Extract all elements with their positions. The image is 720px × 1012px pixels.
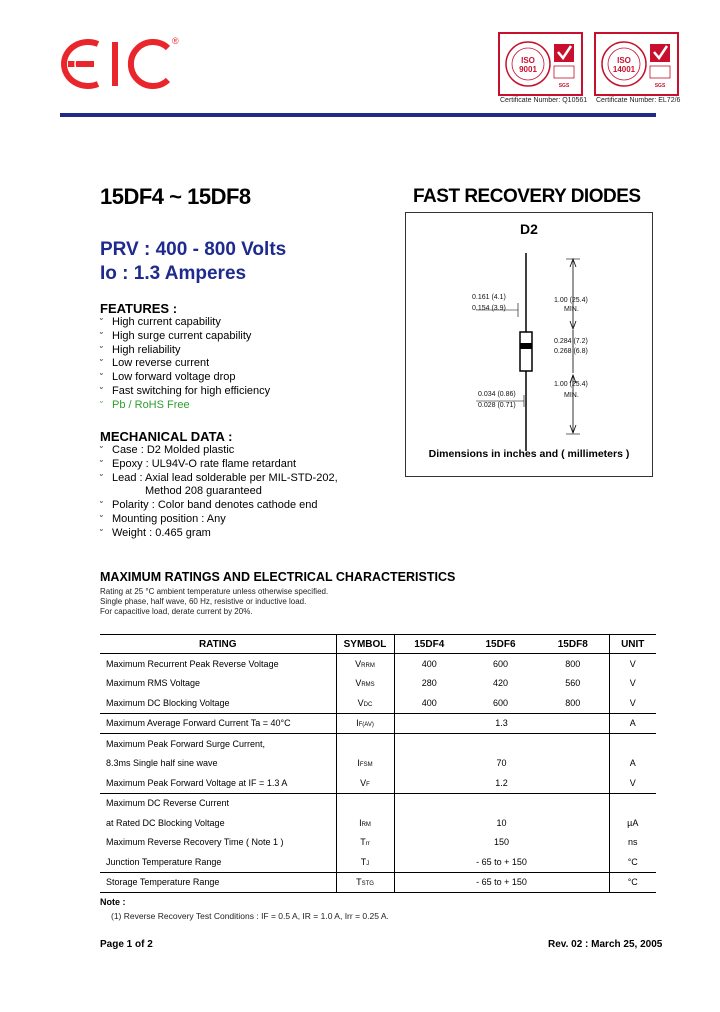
cert-number-14001: Certificate Number: EL72/6 — [596, 97, 681, 104]
dim-body-dia-a: 0.161 (4.1) — [472, 294, 506, 301]
dim-body-len-a: 0.284 (7.2) — [554, 338, 588, 345]
dim-body-len-b: 0.268 (6.8) — [554, 348, 588, 355]
feature-item: ˘ Low reverse current — [100, 357, 210, 370]
feature-item: ˘ Fast switching for high efficiency — [100, 384, 271, 397]
package-drawing-box — [405, 212, 653, 477]
header-rule — [60, 113, 656, 117]
eic-logo — [60, 34, 185, 94]
table-row: Maximum Peak Forward Surge Current, — [100, 734, 656, 754]
diode-outline-drawing — [406, 213, 654, 478]
mechanical-list — [100, 444, 338, 541]
ratings-title: MAXIMUM RATINGS AND ELECTRICAL CHARACTERISTICS — [100, 570, 456, 584]
table-row: Maximum DC Reverse Current — [100, 793, 656, 813]
iso14001-badge — [594, 32, 679, 96]
mech-item: ˘ Weight : 0.465 gram — [100, 526, 211, 539]
col-header: 15DF4 — [394, 635, 464, 654]
ratings-note: Rating at 25 °C ambient temperature unless otherwise specified. — [100, 587, 329, 596]
dimensions-caption: Dimensions in inches and ( millimeters ) — [428, 448, 630, 460]
dim-lead-dia-a: 0.034 (0.86) — [478, 391, 516, 398]
iso9001-badge — [498, 32, 583, 96]
ratings-note: Single phase, half wave, 60 Hz, resistive or inductive load. — [100, 597, 307, 606]
svg-text:SGS: SGS — [558, 83, 570, 89]
dim-lead-length-bot-min: MIN. — [564, 392, 579, 399]
dim-lead-length-top: 1.00 (25.4) — [554, 297, 588, 304]
table-row: Maximum RMS Voltage VRMS 280 420 560 V — [100, 674, 656, 694]
col-header: RATING — [100, 635, 336, 654]
mech-item: ˘ Mounting position : Any — [100, 512, 226, 525]
features-list — [100, 316, 270, 413]
mech-item: ˘ Epoxy : UL94V-O rate flame retardant — [100, 457, 297, 470]
mech-item: ˘ Case : D2 Molded plastic — [100, 444, 235, 456]
table-row: at Rated DC Blocking Voltage IRM 10 µA — [100, 813, 656, 833]
svg-text:ISO: ISO — [617, 56, 631, 65]
note-text: (1) Reverse Recovery Test Conditions : IF = 0.5 A, IR = 1.0 A, Irr = 0.25 A. — [111, 911, 389, 921]
svg-text:ISO: ISO — [521, 56, 535, 65]
part-number: 15DF4 ~ 15DF8 — [100, 184, 251, 209]
io-rating: Io : 1.3 Amperes — [100, 263, 247, 284]
dim-lead-length-bot: 1.00 (25.4) — [554, 381, 588, 388]
svg-text:SGS: SGS — [654, 83, 666, 89]
mech-item: ˘ Lead : Axial lead solderable per MIL-STD-202, — [100, 471, 338, 484]
ratings-table — [100, 634, 656, 893]
col-header: SYMBOL — [336, 635, 394, 654]
feature-item: ˘ High current capability — [100, 316, 221, 328]
table-row: Maximum DC Blocking Voltage VDC 400 600 800 V — [100, 693, 656, 713]
dim-body-dia-b: 0.154 (3.9) — [472, 305, 506, 312]
svg-text:14001: 14001 — [612, 65, 636, 74]
product-title: FAST RECOVERY DIODES — [413, 186, 641, 207]
page-number: Page 1 of 2 — [100, 939, 153, 950]
feature-item: ˘ High reliability — [100, 343, 181, 356]
package-name: D2 — [520, 221, 538, 237]
mech-item: ˘ Polarity : Color band denotes cathode end — [100, 499, 318, 512]
features-heading: FEATURES : — [100, 301, 178, 316]
ratings-note: For capacitive load, derate current by 20%. — [100, 607, 253, 616]
table-row: Maximum Peak Forward Voltage at IF = 1.3 A VF 1.2 V — [100, 773, 656, 793]
prv-rating: PRV : 400 - 800 Volts — [100, 239, 287, 260]
table-row: Maximum Recurrent Peak Reverse Voltage VRRM 400 600 800 V — [100, 654, 656, 674]
col-header: UNIT — [609, 635, 656, 654]
table-row: Maximum Average Forward Current Ta = 40°C IF(AV) 1.3 A — [100, 713, 656, 734]
feature-item: ˘ High surge current capability — [100, 329, 252, 342]
dim-lead-dia-b: 0.028 (0.71) — [478, 402, 516, 409]
col-header: 15DF8 — [537, 635, 609, 654]
table-row: Maximum Reverse Recovery Time ( Note 1 ) Trr 150 ns — [100, 833, 656, 853]
table-row: Storage Temperature Range TSTG - 65 to + 150 °C — [100, 872, 656, 893]
svg-text:9001: 9001 — [519, 65, 537, 74]
feature-item: ˘ Low forward voltage drop — [100, 371, 236, 384]
mechanical-heading: MECHANICAL DATA : — [100, 429, 233, 444]
registered-mark: ® — [172, 36, 179, 46]
dim-lead-length-top-min: MIN. — [564, 306, 579, 313]
mech-item-cont: Method 208 guaranteed — [145, 485, 262, 498]
note-heading: Note : — [100, 897, 126, 907]
revision-date: Rev. 02 : March 25, 2005 — [548, 939, 663, 950]
table-row: Junction Temperature Range TJ - 65 to + 150 °C — [100, 852, 656, 872]
table-row: 8.3ms Single half sine wave IFSM 70 A — [100, 754, 656, 774]
table-header-row — [100, 635, 656, 654]
col-header: 15DF6 — [464, 635, 537, 654]
cert-number-9001: Certificate Number: Q10561 — [500, 97, 588, 104]
feature-item-rohs: ˘ Pb / RoHS Free — [100, 398, 190, 411]
